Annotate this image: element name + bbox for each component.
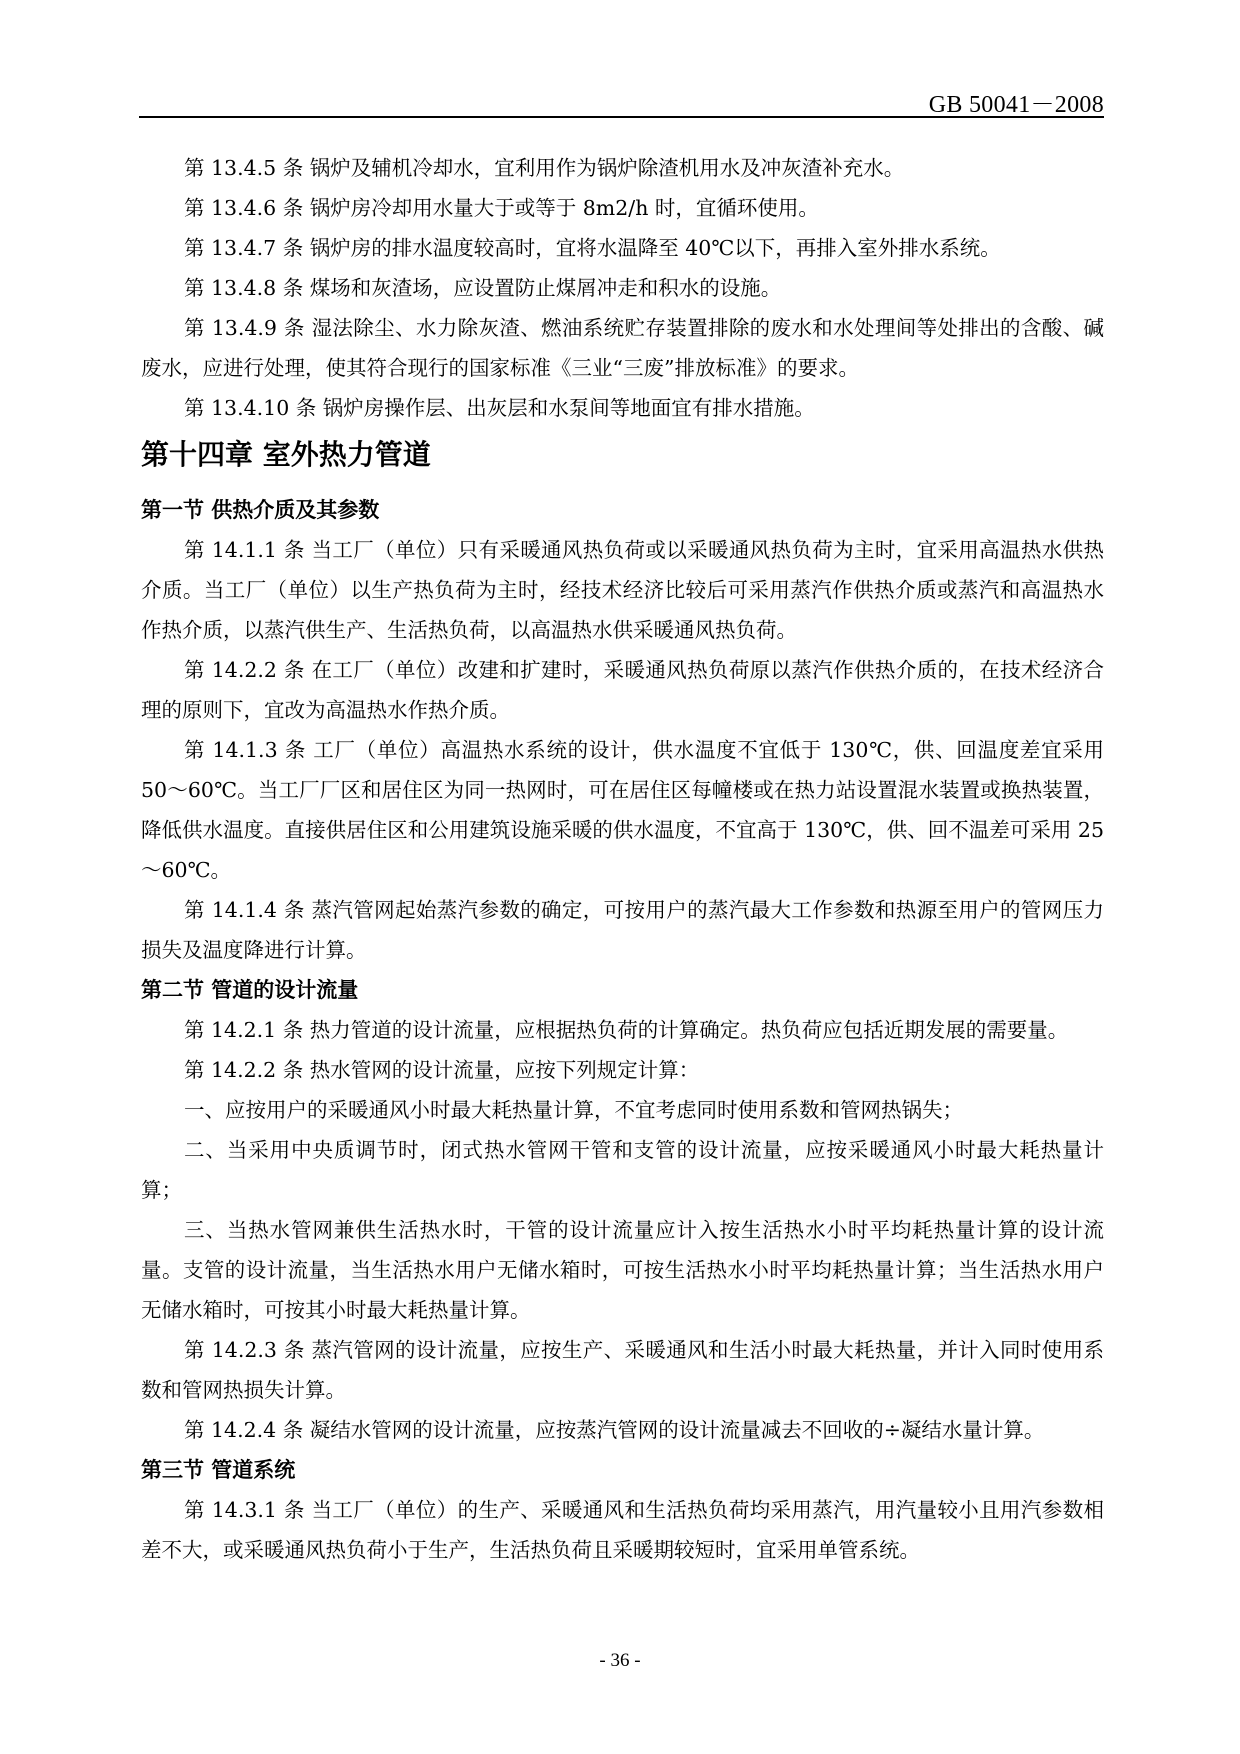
clause-paragraph: 第 14.1.3 条 工厂（单位）高温热水系统的设计，供水温度不宜低于 130℃，供、回温度差宜采用 50～60℃。当工厂厂区和居住区为同一热网时，可在居住区每幢楼或在热力站设置混水装置或换热装置，降低供水温度。直接供居住区和公用建筑设施采暖的供水温度，不宜高于 130℃，供、回不温差可采用 25～60℃。 bbox=[141, 738, 1104, 882]
section-heading: 第三节 管道系统 bbox=[141, 1458, 296, 1482]
clause-paragraph: 第 13.4.10 条 锅炉房操作层、出灰层和水泵间等地面宜有排水措施。 bbox=[184, 396, 815, 420]
header-rule bbox=[139, 116, 1104, 118]
clause-paragraph: 第 14.1.1 条 当工厂（单位）只有采暖通风热负荷或以采暖通风热负荷为主时，宜采用高温热水供热介质。当工厂（单位）以生产热负荷为主时，经技术经济比较后可采用蒸汽作供热介质或蒸汽和高温热水作热介质，以蒸汽供生产、生活热负荷，以高温热水供采暖通风热负荷。 bbox=[141, 538, 1104, 642]
clause-paragraph: 一、应按用户的采暖通风小时最大耗热量计算，不宜考虑同时使用系数和管网热锅失； bbox=[184, 1098, 963, 1122]
clause-paragraph: 第 13.4.9 条 湿法除尘、水力除灰渣、燃油系统贮存装置排除的废水和水处理间等处排出的含酸、碱废水，应进行处理，使其符合现行的国家标准《三业“三废”排放标准》的要求。 bbox=[141, 316, 1104, 380]
clause-paragraph: 三、当热水管网兼供生活热水时，干管的设计流量应计入按生活热水小时平均耗热量计算的设计流量。支管的设计流量，当生活热水用户无储水箱时，可按生活热水小时平均耗热量计算；当生活热水用户无储水箱时，可按其小时最大耗热量计算。 bbox=[141, 1218, 1104, 1322]
section-heading: 第一节 供热介质及其参数 bbox=[141, 498, 380, 522]
section-heading: 第二节 管道的设计流量 bbox=[141, 978, 359, 1002]
clause-paragraph: 第 14.2.3 条 蒸汽管网的设计流量，应按生产、采暖通风和生活小时最大耗热量，并计入同时使用系数和管网热损失计算。 bbox=[141, 1338, 1104, 1402]
clause-paragraph: 第 13.4.6 条 锅炉房冷却用水量大于或等于 8m2/h 时，宜循环使用。 bbox=[184, 196, 819, 220]
clause-paragraph: 第 14.2.4 条 凝结水管网的设计流量，应按蒸汽管网的设计流量减去不回收的÷凝结水量计算。 bbox=[184, 1418, 1045, 1442]
document-body bbox=[141, 148, 1104, 1570]
clause-paragraph: 第 13.4.7 条 锅炉房的排水温度较高时，宜将水温降至 40℃以下，再排入室外排水系统。 bbox=[184, 236, 1001, 260]
clause-paragraph: 第 13.4.5 条 锅炉及辅机冷却水，宜利用作为锅炉除渣机用水及冲灰渣补充水。 bbox=[184, 156, 905, 180]
clause-paragraph: 第 14.2.1 条 热力管道的设计流量，应根据热负荷的计算确定。热负荷应包括近期发展的需要量。 bbox=[184, 1018, 1069, 1042]
standard-code: GB 50041－2008 bbox=[928, 92, 1104, 118]
chapter-heading: 第十四章 室外热力管道 bbox=[141, 438, 431, 471]
clause-paragraph: 第 14.1.4 条 蒸汽管网起始蒸汽参数的确定，可按用户的蒸汽最大工作参数和热源至用户的管网压力损失及温度降进行计算。 bbox=[141, 898, 1104, 962]
clause-paragraph: 第 13.4.8 条 煤场和灰渣场，应设置防止煤屑冲走和积水的设施。 bbox=[184, 276, 782, 300]
clause-paragraph: 第 14.2.2 条 热水管网的设计流量，应按下列规定计算： bbox=[184, 1058, 700, 1082]
clause-paragraph: 第 14.3.1 条 当工厂（单位）的生产、采暖通风和生活热负荷均采用蒸汽，用汽量较小且用汽参数相差不大，或采暖通风热负荷小于生产，生活热负荷且采暖期较短时，宜采用单管系统。 bbox=[141, 1498, 1104, 1562]
page-number: - 36 - bbox=[599, 1650, 641, 1671]
clause-paragraph: 第 14.2.2 条 在工厂（单位）改建和扩建时，采暖通风热负荷原以蒸汽作供热介质的，在技术经济合理的原则下，宜改为高温热水作热介质。 bbox=[141, 658, 1104, 722]
clause-paragraph: 二、当采用中央质调节时，闭式热水管网干管和支管的设计流量，应按采暖通风小时最大耗热量计算； bbox=[141, 1138, 1104, 1202]
